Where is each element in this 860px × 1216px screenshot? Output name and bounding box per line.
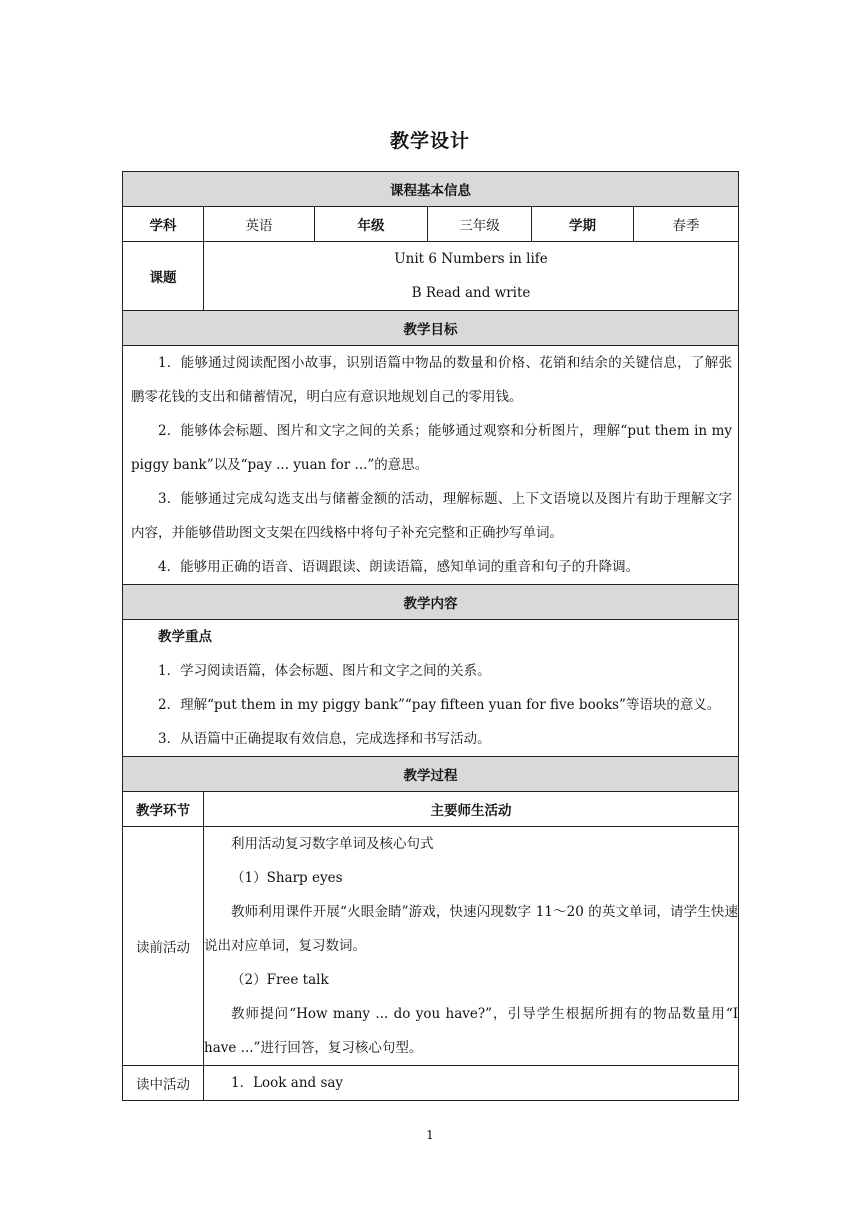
- section-process: 教学过程: [123, 757, 739, 792]
- col-activity-header: 主要师生活动: [204, 792, 739, 827]
- topic-value: [204, 242, 739, 311]
- objective-item: 1．能够通过阅读配图小故事，识别语篇中物品的数量和价格、花销和结余的关键信息，了解张鹏零花钱的支出和储蓄情况，明白应有意识地规划自己的零用钱。: [131, 355, 733, 405]
- section-content: 教学内容: [123, 585, 739, 620]
- topic-line-1: Unit 6 Numbers in life: [394, 251, 548, 267]
- key-point-item: 2．理解“put them in my piggy bank”“pay fifteen yuan for five books”等语块的意义。: [158, 697, 721, 713]
- activity-line: （1）Sharp eyes: [231, 870, 343, 886]
- lesson-plan-table: [122, 171, 739, 1101]
- key-point-item: 3．从语篇中正确提取有效信息，完成选择和书写活动。: [158, 731, 491, 747]
- pre-reading-label: 读前活动: [123, 827, 204, 1066]
- col-stage-header: 教学环节: [123, 792, 204, 827]
- term-value: 春季: [634, 207, 739, 242]
- activity-line: 1．Look and say: [231, 1075, 344, 1091]
- topic-label: 课题: [123, 242, 204, 311]
- content-cell: [123, 620, 739, 757]
- pre-reading-activities: [204, 827, 739, 1066]
- objective-item: 2．能够体会标题、图片和文字之间的关系；能够通过观察和分析图片，理解“put them in my piggy bank”以及“pay ... yuan for ...”的意思。: [131, 423, 733, 473]
- activity-line: 教师利用课件开展“火眼金睛”游戏，快速闪现数字 11～20 的英文单词，请学生快速说出对应单词，复习数词。: [204, 904, 739, 954]
- key-point-item: 1．学习阅读语篇，体会标题、图片和文字之间的关系。: [158, 663, 491, 679]
- grade-label: 年级: [315, 207, 428, 242]
- activity-line: 利用活动复习数字单词及核心句式: [231, 836, 434, 852]
- topic-line-2: B Read and write: [411, 285, 531, 301]
- page-title: 教学设计: [389, 130, 470, 152]
- activity-line: （2）Free talk: [231, 972, 329, 988]
- objectives-cell: [123, 346, 739, 585]
- subject-label: 学科: [123, 207, 204, 242]
- grade-value: 三年级: [428, 207, 532, 242]
- objective-item: 3．能够通过完成勾选支出与储蓄金额的活动，理解标题、上下文语境以及图片有助于理解文字内容，并能够借助图文支架在四线格中将句子补充完整和正确抄写单词。: [131, 491, 733, 541]
- section-objectives: 教学目标: [123, 311, 739, 346]
- section-basic-info: 课程基本信息: [123, 172, 739, 207]
- while-reading-activities: [204, 1066, 739, 1101]
- page-number: 1: [426, 1128, 434, 1142]
- objective-item: 4．能够用正确的语音、语调跟读、朗读语篇，感知单词的重音和句子的升降调。: [158, 559, 640, 575]
- subject-value: 英语: [204, 207, 315, 242]
- while-reading-label: 读中活动: [123, 1066, 204, 1101]
- activity-line: 教师提问“How many ... do you have?”，引导学生根据所拥有的物品数量用“I have ...”进行回答，复习核心句型。: [204, 1006, 739, 1056]
- key-points-title: 教学重点: [158, 629, 212, 645]
- term-label: 学期: [532, 207, 634, 242]
